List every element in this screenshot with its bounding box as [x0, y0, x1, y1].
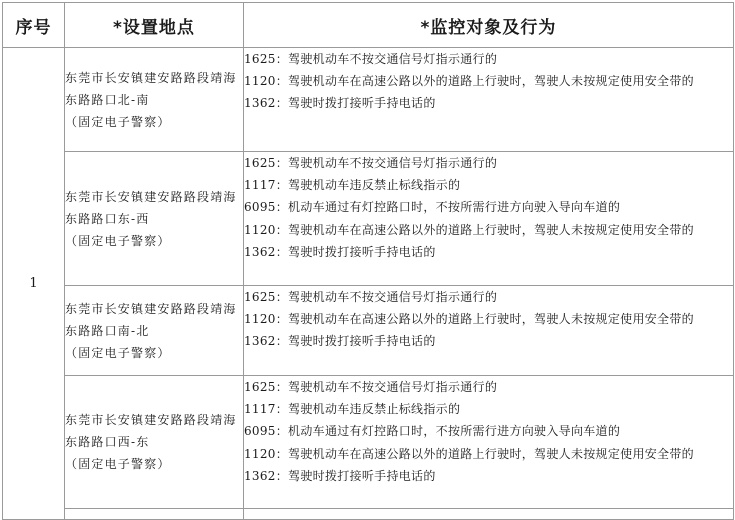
behavior-item: 1120：驾驶机动车在高速公路以外的道路上行驶时，驾驶人未按规定使用安全带的	[244, 446, 694, 461]
header-row	[3, 3, 734, 48]
behavior-item: 1120：驾驶机动车在高速公路以外的道路上行驶时，驾驶人未按规定使用安全带的	[244, 312, 694, 327]
behavior-item: 1362：驾驶时拨打接听手持电话的	[244, 96, 436, 111]
behavior-cell	[244, 376, 734, 509]
behavior-item: 1362：驾驶时拨打接听手持电话的	[244, 468, 436, 483]
monitoring-table	[2, 2, 734, 520]
location-note: （固定电子警察）	[65, 233, 171, 248]
behavior-item: 1362：驾驶时拨打接听手持电话的	[244, 244, 436, 259]
behavior-item: 1625：驾驶机动车不按交通信号灯指示通行的	[244, 156, 498, 170]
location-cell	[65, 48, 244, 152]
table-row	[3, 152, 734, 286]
location-note: （固定电子警察）	[65, 114, 171, 129]
header-location: *设置地点	[65, 3, 244, 48]
location-text: 东莞市长安镇建安路路段靖海东路路口北-南	[65, 70, 237, 107]
behavior-item: 1117：驾驶机动车违反禁止标线指示的	[244, 402, 461, 417]
table-row-partial	[3, 509, 734, 520]
behavior-cell-empty	[244, 509, 734, 520]
table-row	[3, 286, 734, 376]
behavior-item: 1625：驾驶机动车不按交通信号灯指示通行的	[244, 380, 498, 394]
behavior-item: 6095：机动车通过有灯控路口时，不按所需行进方向驶入导向车道的	[244, 424, 621, 439]
behavior-cell	[244, 48, 734, 152]
behavior-item: 1625：驾驶机动车不按交通信号灯指示通行的	[244, 290, 498, 304]
location-cell	[65, 376, 244, 509]
header-behavior: *监控对象及行为	[244, 3, 734, 48]
location-text: 东莞市长安镇建安路路段靖海东路路口东-西	[65, 189, 237, 226]
location-cell-empty	[65, 509, 244, 520]
location-note: （固定电子警察）	[65, 345, 171, 360]
table-row	[3, 376, 734, 509]
location-text: 东莞市长安镇建安路路段靖海东路路口西-东	[65, 413, 237, 449]
behavior-item: 6095：机动车通过有灯控路口时，不按所需行进方向驶入导向车道的	[244, 200, 621, 215]
location-cell	[65, 152, 244, 286]
behavior-item: 1362：驾驶时拨打接听手持电话的	[244, 334, 436, 349]
behavior-item: 1625：驾驶机动车不按交通信号灯指示通行的	[244, 52, 498, 66]
behavior-item: 1117：驾驶机动车违反禁止标线指示的	[244, 178, 461, 193]
behavior-item: 1120：驾驶机动车在高速公路以外的道路上行驶时，驾驶人未按规定使用安全带的	[244, 74, 694, 89]
seq-cell: 1	[3, 48, 65, 520]
location-text: 东莞市长安镇建安路路段靖海东路路口南-北	[65, 301, 237, 338]
location-note: （固定电子警察）	[65, 457, 171, 471]
behavior-item: 1120：驾驶机动车在高速公路以外的道路上行驶时，驾驶人未按规定使用安全带的	[244, 222, 694, 237]
behavior-cell	[244, 152, 734, 286]
header-seq: 序号	[3, 3, 65, 48]
table-row	[3, 48, 734, 152]
location-cell	[65, 286, 244, 376]
behavior-cell	[244, 286, 734, 376]
